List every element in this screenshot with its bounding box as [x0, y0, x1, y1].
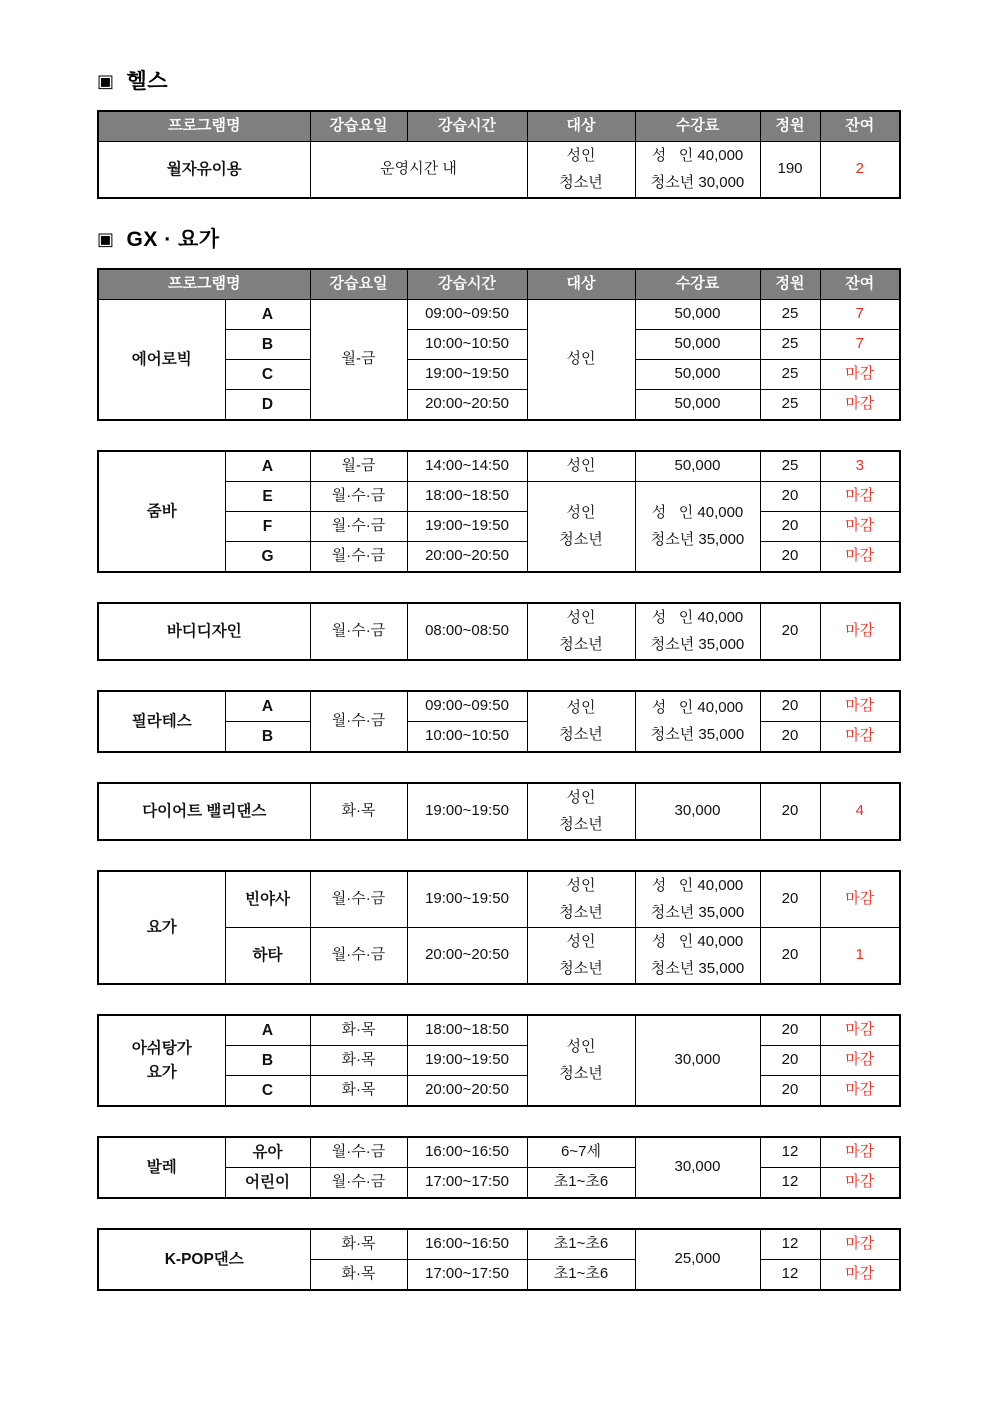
class-days-cell: 월·수·금 — [310, 928, 407, 985]
remaining-cell: 3 — [820, 451, 900, 482]
class-days-cell: 월·수·금 — [310, 871, 407, 928]
class-time-cell: 10:00~10:50 — [407, 330, 527, 360]
class-time-cell: 16:00~16:50 — [407, 1137, 527, 1168]
class-days-cell: 월·수·금 — [310, 512, 407, 542]
column-header-class-days: 강습요일 — [310, 269, 407, 300]
fee-cell: 성 인 40,000 청소년 35,000 — [635, 928, 760, 985]
target-cell: 6~7세 — [527, 1137, 635, 1168]
program-variant-cell: A — [225, 1015, 310, 1046]
class-time-cell: 09:00~09:50 — [407, 300, 527, 330]
class-days-cell: 월·수·금 — [310, 691, 407, 752]
capacity-cell: 20 — [760, 1015, 820, 1046]
section-title-gx-yoga — [97, 228, 992, 252]
fee-cell: 50,000 — [635, 330, 760, 360]
class-time-cell: 19:00~19:50 — [407, 783, 527, 840]
capacity-cell: 20 — [760, 1046, 820, 1076]
capacity-cell: 20 — [760, 482, 820, 512]
class-days-cell: 월·수·금 — [310, 1137, 407, 1168]
remaining-cell: 마감 — [820, 1260, 900, 1291]
capacity-cell: 12 — [760, 1229, 820, 1260]
section-gx-yoga — [97, 228, 992, 1291]
class-time-cell: 17:00~17:50 — [407, 1260, 527, 1291]
remaining-cell: 1 — [820, 928, 900, 985]
program-variant-cell: F — [225, 512, 310, 542]
program-name-cell: K-POP댄스 — [98, 1229, 310, 1290]
program-variant-cell: C — [225, 360, 310, 390]
class-time-cell: 20:00~20:50 — [407, 1076, 527, 1107]
ballet-table — [97, 1136, 901, 1199]
column-header-fee: 수강료 — [635, 269, 760, 300]
fee-cell: 성 인 40,000 청소년 35,000 — [635, 871, 760, 928]
yoga-table — [97, 870, 901, 985]
column-header-class-days: 강습요일 — [310, 111, 407, 142]
kpop-dance-table — [97, 1228, 901, 1291]
fee-cell: 25,000 — [635, 1229, 760, 1290]
program-variant-cell: B — [225, 330, 310, 360]
program-variant-cell: C — [225, 1076, 310, 1107]
fee-cell: 성 인 40,000 청소년 35,000 — [635, 691, 760, 752]
class-days-cell: 화·목 — [310, 1046, 407, 1076]
section-title-text: GX · 요가 — [126, 228, 220, 251]
capacity-cell: 12 — [760, 1137, 820, 1168]
gx-yoga-tables — [97, 268, 992, 1291]
program-variant-cell: B — [225, 1046, 310, 1076]
remaining-cell: 마감 — [820, 1046, 900, 1076]
class-days-cell: 화·목 — [310, 1015, 407, 1046]
program-variant-cell: B — [225, 722, 310, 753]
column-header-fee: 수강료 — [635, 111, 760, 142]
fee-cell: 30,000 — [635, 1015, 760, 1106]
capacity-cell: 20 — [760, 512, 820, 542]
program-name-cell: 아쉬탕가 요가 — [98, 1015, 225, 1106]
class-time-cell: 20:00~20:50 — [407, 390, 527, 421]
remaining-cell: 마감 — [820, 1076, 900, 1107]
monthly-free-use-table — [97, 110, 901, 199]
capacity-cell: 20 — [760, 928, 820, 985]
program-variant-cell: G — [225, 542, 310, 573]
class-time-cell: 16:00~16:50 — [407, 1229, 527, 1260]
column-header-capacity: 정원 — [760, 111, 820, 142]
program-name-cell: 에어로빅 — [98, 300, 225, 421]
program-name-cell: 바디디자인 — [98, 603, 310, 660]
class-days-cell: 운영시간 내 — [310, 142, 527, 199]
remaining-cell: 마감 — [820, 512, 900, 542]
fee-cell: 50,000 — [635, 300, 760, 330]
remaining-cell: 마감 — [820, 482, 900, 512]
class-time-cell: 19:00~19:50 — [407, 360, 527, 390]
capacity-cell: 12 — [760, 1260, 820, 1291]
section-title-text: 헬스 — [126, 70, 169, 93]
column-header-target: 대상 — [527, 269, 635, 300]
square-bullet-icon: ▣ — [97, 71, 115, 91]
target-cell: 성인 청소년 — [527, 783, 635, 840]
remaining-cell: 7 — [820, 330, 900, 360]
program-name-cell: 발레 — [98, 1137, 225, 1198]
program-variant-cell: A — [225, 300, 310, 330]
class-time-cell: 20:00~20:50 — [407, 928, 527, 985]
body-design-table — [97, 602, 901, 661]
program-variant-cell: 빈야사 — [225, 871, 310, 928]
section-title-health — [97, 70, 992, 94]
program-name-cell: 줌바 — [98, 451, 225, 572]
capacity-cell: 20 — [760, 722, 820, 753]
column-header-remaining: 잔여 — [820, 269, 900, 300]
target-cell: 성인 청소년 — [527, 691, 635, 752]
column-header-program-name: 프로그램명 — [98, 111, 310, 142]
aerobics-table — [97, 268, 901, 421]
target-cell: 성인 — [527, 300, 635, 421]
square-bullet-icon: ▣ — [97, 229, 115, 249]
remaining-cell: 2 — [820, 142, 900, 199]
column-header-class-time: 강습시간 — [407, 111, 527, 142]
class-time-cell: 08:00~08:50 — [407, 603, 527, 660]
class-time-cell: 18:00~18:50 — [407, 1015, 527, 1046]
program-variant-cell: D — [225, 390, 310, 421]
target-cell: 초1~초6 — [527, 1229, 635, 1260]
class-time-cell: 20:00~20:50 — [407, 542, 527, 573]
capacity-cell: 25 — [760, 360, 820, 390]
target-cell: 성인 청소년 — [527, 871, 635, 928]
capacity-cell: 20 — [760, 542, 820, 573]
ashtanga-yoga-table — [97, 1014, 901, 1107]
program-name-cell: 월자유이용 — [98, 142, 310, 199]
target-cell: 초1~초6 — [527, 1168, 635, 1199]
capacity-cell: 20 — [760, 1076, 820, 1107]
class-time-cell: 19:00~19:50 — [407, 512, 527, 542]
remaining-cell: 마감 — [820, 691, 900, 722]
remaining-cell: 마감 — [820, 390, 900, 421]
remaining-cell: 마감 — [820, 1168, 900, 1199]
capacity-cell: 20 — [760, 603, 820, 660]
class-time-cell: 17:00~17:50 — [407, 1168, 527, 1199]
class-time-cell: 14:00~14:50 — [407, 451, 527, 482]
fee-cell: 성 인 40,000 청소년 35,000 — [635, 603, 760, 660]
fee-cell: 30,000 — [635, 783, 760, 840]
program-variant-cell: 어린이 — [225, 1168, 310, 1199]
class-days-cell: 화·목 — [310, 1076, 407, 1107]
class-time-cell: 09:00~09:50 — [407, 691, 527, 722]
zumba-table — [97, 450, 901, 573]
diet-belly-dance-table — [97, 782, 901, 841]
class-time-cell: 19:00~19:50 — [407, 871, 527, 928]
remaining-cell: 마감 — [820, 1229, 900, 1260]
class-days-cell: 월·수·금 — [310, 482, 407, 512]
program-variant-cell: 유아 — [225, 1137, 310, 1168]
class-time-cell: 18:00~18:50 — [407, 482, 527, 512]
class-days-cell: 월·수·금 — [310, 542, 407, 573]
class-days-cell: 월·수·금 — [310, 603, 407, 660]
program-name-cell: 요가 — [98, 871, 225, 984]
program-variant-cell: 하타 — [225, 928, 310, 985]
target-cell: 성인 청소년 — [527, 482, 635, 573]
remaining-cell: 마감 — [820, 360, 900, 390]
target-cell: 성인 청소년 — [527, 142, 635, 199]
fee-cell: 50,000 — [635, 451, 760, 482]
capacity-cell: 25 — [760, 330, 820, 360]
class-days-cell: 화·목 — [310, 783, 407, 840]
fee-cell: 성 인 40,000 청소년 30,000 — [635, 142, 760, 199]
capacity-cell: 25 — [760, 390, 820, 421]
capacity-cell: 25 — [760, 451, 820, 482]
class-days-cell: 화·목 — [310, 1260, 407, 1291]
capacity-cell: 20 — [760, 783, 820, 840]
program-variant-cell: A — [225, 691, 310, 722]
column-header-program-name: 프로그램명 — [98, 269, 310, 300]
program-variant-cell: A — [225, 451, 310, 482]
program-variant-cell: E — [225, 482, 310, 512]
pilates-table — [97, 690, 901, 753]
target-cell: 성인 청소년 — [527, 1015, 635, 1106]
section-health — [97, 70, 992, 199]
fee-cell: 성 인 40,000 청소년 35,000 — [635, 482, 760, 573]
fee-cell: 50,000 — [635, 390, 760, 421]
program-name-cell: 필라테스 — [98, 691, 225, 752]
class-days-cell: 월·수·금 — [310, 1168, 407, 1199]
remaining-cell: 마감 — [820, 1015, 900, 1046]
column-header-class-time: 강습시간 — [407, 269, 527, 300]
remaining-cell: 7 — [820, 300, 900, 330]
health-tables — [97, 110, 992, 199]
capacity-cell: 25 — [760, 300, 820, 330]
capacity-cell: 190 — [760, 142, 820, 199]
remaining-cell: 4 — [820, 783, 900, 840]
target-cell: 성인 — [527, 451, 635, 482]
class-days-cell: 월-금 — [310, 300, 407, 421]
capacity-cell: 20 — [760, 871, 820, 928]
program-name-cell: 다이어트 밸리댄스 — [98, 783, 310, 840]
fee-cell: 50,000 — [635, 360, 760, 390]
column-header-remaining: 잔여 — [820, 111, 900, 142]
remaining-cell: 마감 — [820, 542, 900, 573]
class-days-cell: 화·목 — [310, 1229, 407, 1260]
class-days-cell: 월-금 — [310, 451, 407, 482]
class-time-cell: 10:00~10:50 — [407, 722, 527, 753]
column-header-capacity: 정원 — [760, 269, 820, 300]
column-header-target: 대상 — [527, 111, 635, 142]
capacity-cell: 20 — [760, 691, 820, 722]
remaining-cell: 마감 — [820, 603, 900, 660]
capacity-cell: 12 — [760, 1168, 820, 1199]
remaining-cell: 마감 — [820, 722, 900, 753]
remaining-cell: 마감 — [820, 871, 900, 928]
class-time-cell: 19:00~19:50 — [407, 1046, 527, 1076]
remaining-cell: 마감 — [820, 1137, 900, 1168]
fee-cell: 30,000 — [635, 1137, 760, 1198]
target-cell: 성인 청소년 — [527, 603, 635, 660]
target-cell: 초1~초6 — [527, 1260, 635, 1291]
target-cell: 성인 청소년 — [527, 928, 635, 985]
